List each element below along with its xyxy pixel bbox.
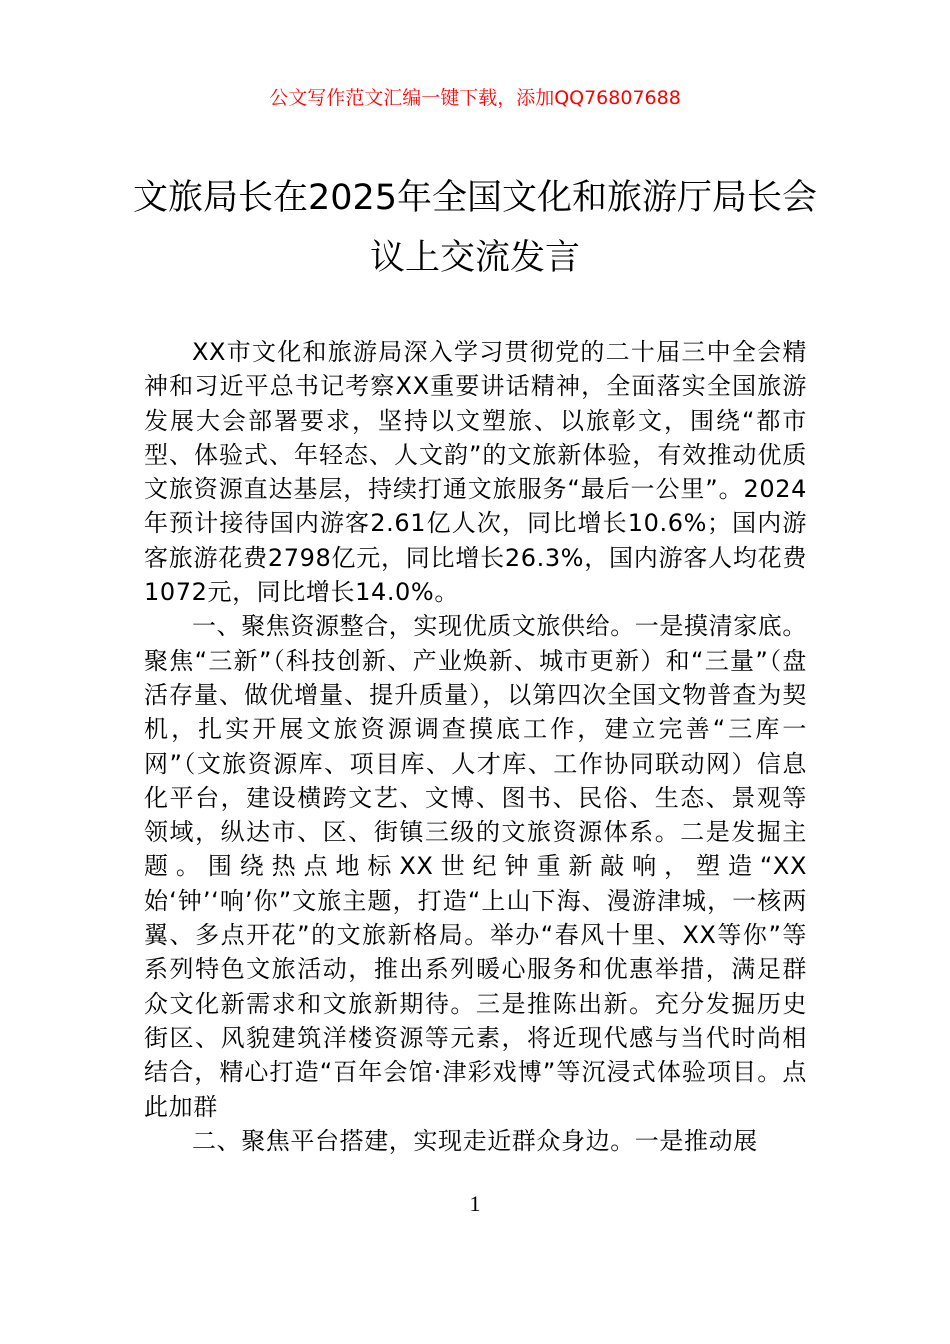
promo-header-note: 公文写作范文汇编一键下载，添加QQ76807688 [269, 87, 681, 109]
page-number: 1 [469, 1191, 481, 1216]
paragraph-section-one: 一、聚焦资源整合，实现优质文旅供给。一是摸清家底。聚焦“三新”（科技创新、产业焕新、城市更新）和“三量”（盘活存量、做优增量、提升质量），以第四次全国文物普查为契机，扎实开展文旅资源调查摸底工作，建立完善“三库一网”（文旅资源库、项目库、人才库、工作协同联动网）信息化平台，建设横跨文艺、文博、图书、民俗、生态、景观等领域，纵达市、区、街镇三级的文旅资源体系。二是发掘主题。围绕热点地标XX世纪钟重新敲响，塑造“XX始‘钟’‘响’你”文旅主题，打造“上山下海、漫游津城，一核两翼、多点开花”的文旅新格局。举办“春风十里、XX等你”等系列特色文旅活动，推出系列暖心服务和优惠举措，满足群众文化新需求和文旅新期待。三是推陈出新。充分发掘历史街区、风貌建筑洋楼资源等元素，将近现代感与当代时尚相结合，精心打造“百年会馆·津彩戏博”等沉浸式体验项目。点此加群 [144, 612, 807, 1121]
document-title: 文旅局长在2025年全国文化和旅游厅局长会议上交流发言 [132, 178, 818, 278]
document-body [144, 335, 807, 1158]
paragraph-section-two: 二、聚焦平台搭建，实现走近群众身边。一是推动展 [192, 1126, 758, 1155]
paragraph-intro: XX市文化和旅游局深入学习贯彻党的二十届三中全会精神和习近平总书记考察XX重要讲话精神，全面落实全国旅游发展大会部署要求，坚持以文塑旅、以旅彰文，围绕“都市型、体验式、年轻态、人文韵”的文旅新体验，有效推动优质文旅资源直达基层，持续打通文旅服务“最后一公里”。2024年预计接待国内游客2.61亿人次，同比增长10.6%；国内游客旅游花费2798亿元，同比增长26.3%，国内游客人均花费1072元，同比增长14.0%。 [144, 338, 807, 607]
